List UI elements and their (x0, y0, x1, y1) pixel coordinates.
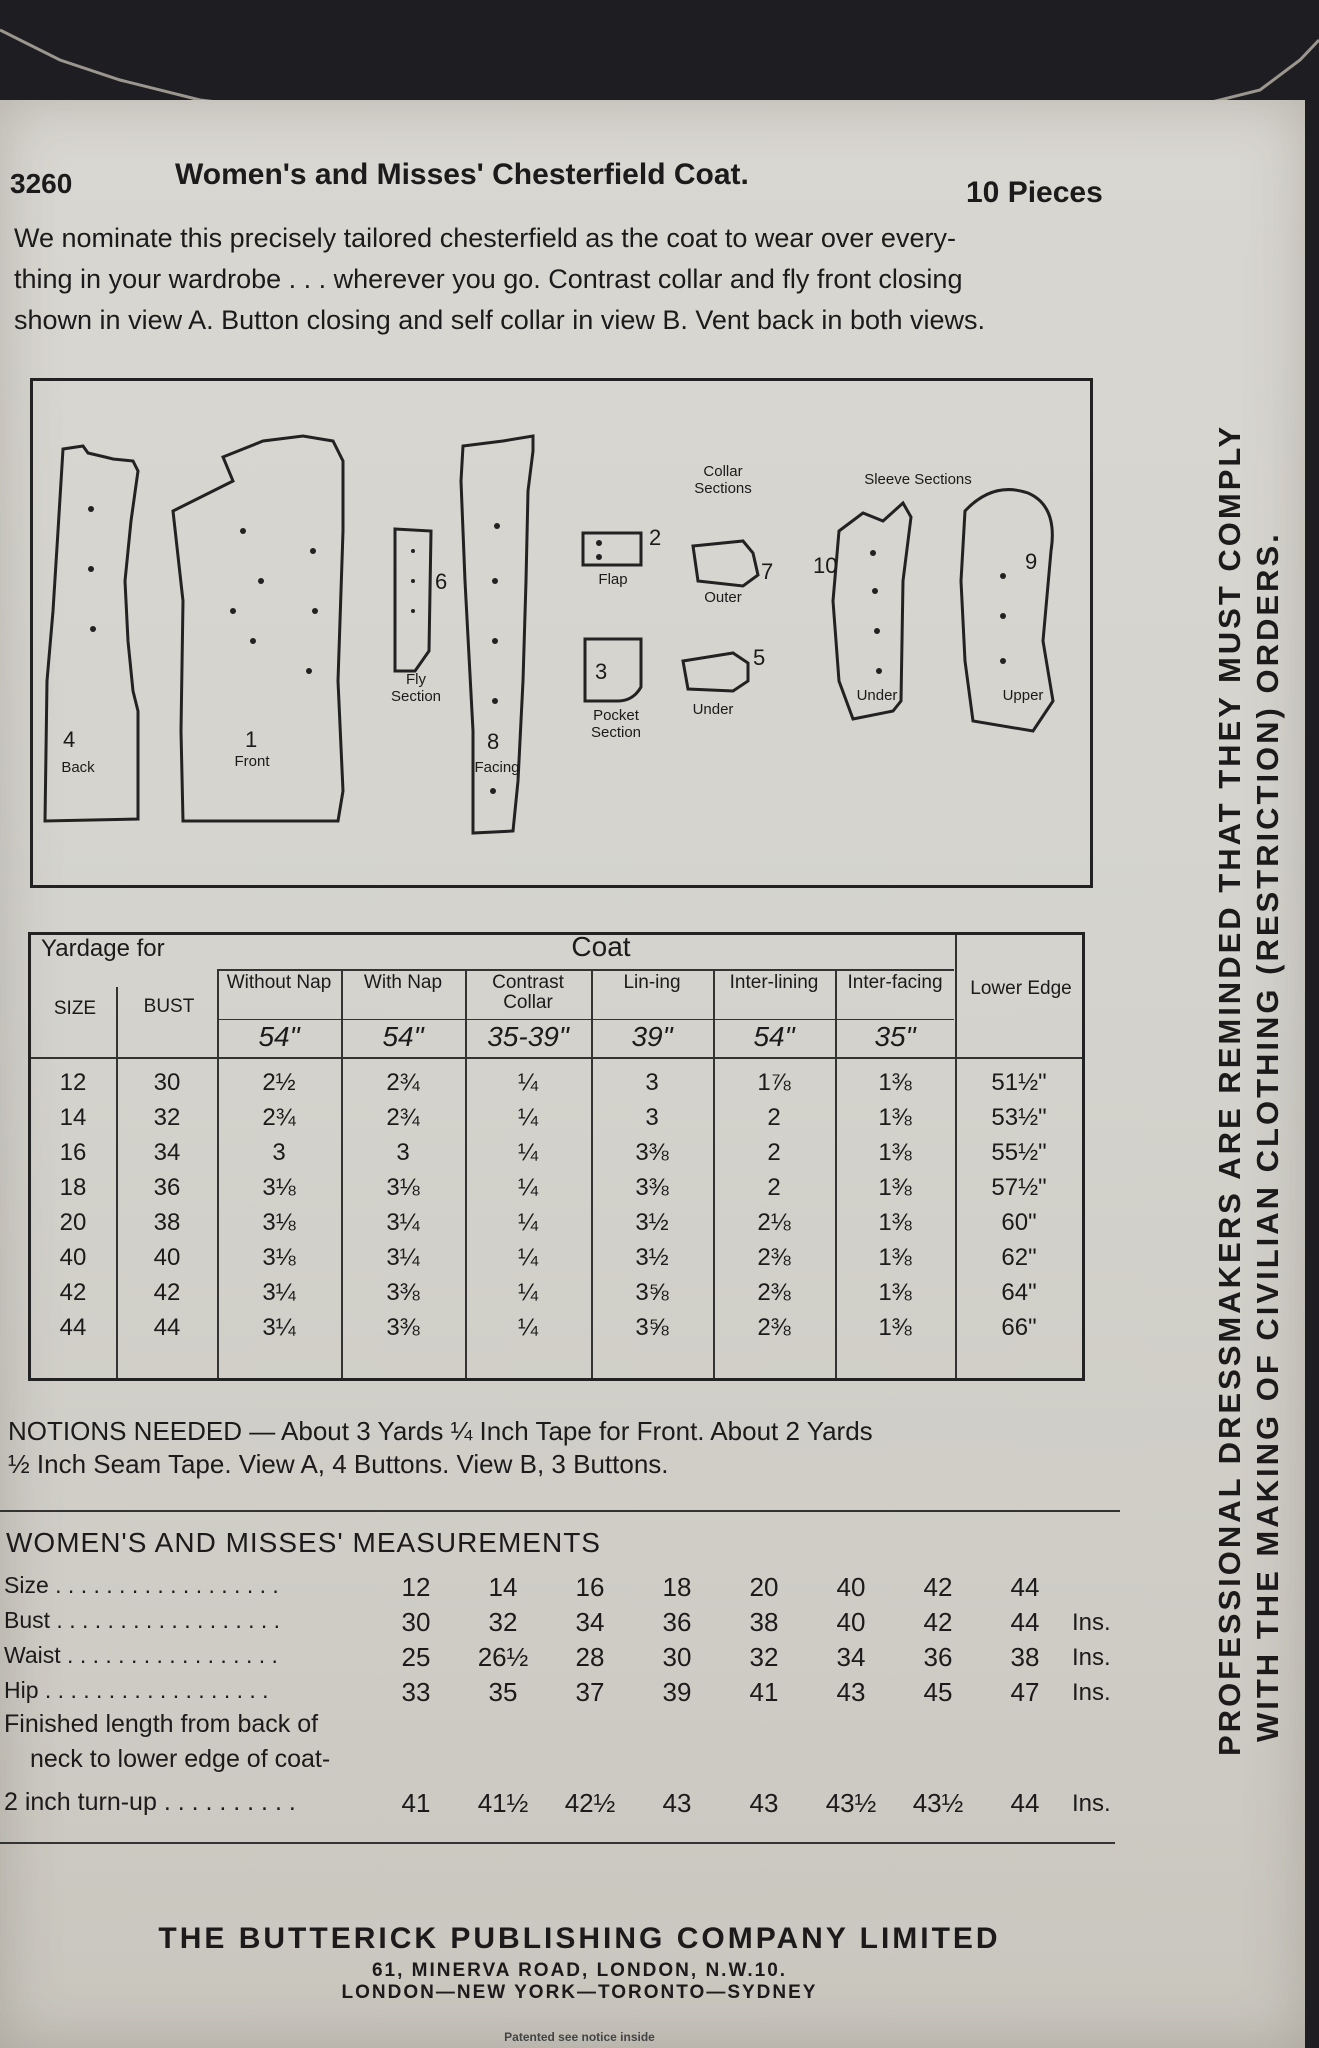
pocket-piece-label: Pocket Section (590, 707, 642, 741)
finished-length-value: 42½ (564, 1788, 616, 1818)
measurement-label: Waist . . . . . . . . . . . . . . . . . (4, 1642, 278, 1668)
yardage-cell: ¼ (517, 1314, 538, 1341)
measurement-unit: Ins. (1072, 1644, 1111, 1671)
publisher-name: THE BUTTERICK PUBLISHING COMPANY LIMITED (158, 1922, 1001, 1955)
measurement-label: Bust . . . . . . . . . . . . . . . . . . (4, 1607, 281, 1633)
contrast-collar-header: Contrast Collar (492, 972, 564, 1013)
finished-length-value: 43½ (912, 1788, 964, 1818)
yardage-table (28, 932, 1085, 1381)
upper-sleeve-label: Upper (1002, 687, 1044, 704)
contrast-collar-width: 35-39" (487, 1021, 569, 1052)
yardage-size-cell: 18 (59, 1174, 87, 1201)
measurement-value: 41 (749, 1677, 779, 1707)
lining-header: Lin-ing (623, 972, 681, 993)
intro-line: shown in view A. Button closing and self collar in view B. Vent back in both views. (14, 305, 986, 335)
front-piece-label: Front (234, 753, 270, 770)
yardage-cell: 1⅜ (878, 1314, 912, 1341)
yardage-cell: 1⅞ (757, 1069, 791, 1096)
yardage-cell: 2⅜ (757, 1314, 791, 1341)
measurement-value: 33 (401, 1677, 431, 1707)
yardage-cell: 38 (153, 1209, 181, 1236)
yardage-cell: 30 (153, 1069, 181, 1096)
measurements-title: WOMEN'S AND MISSES' MEASUREMENTS (6, 1527, 601, 1558)
yardage-cell: 36 (153, 1174, 181, 1201)
pocket-piece-outline (585, 639, 641, 701)
measurement-value: 37 (575, 1677, 605, 1707)
finished-length-value: 43 (749, 1788, 779, 1818)
measurement-value: 43 (836, 1677, 866, 1707)
measurement-value: 32 (749, 1642, 779, 1672)
measurement-value: 40 (836, 1572, 866, 1602)
yardage-cell: 3½ (635, 1209, 669, 1236)
yardage-cell: 60" (1001, 1209, 1037, 1236)
yardage-size-cell: 16 (59, 1139, 87, 1166)
bottom-note: Patented see notice inside (504, 2030, 655, 2044)
measurement-unit: Ins. (1072, 1609, 1111, 1636)
notions-line: NOTIONS NEEDED — About 3 Yards ¼ Inch Tape for Front. About 2 Yards (8, 1416, 873, 1446)
with-nap-header: With Nap (363, 972, 443, 993)
finished-length-label: 2 inch turn-up . . . . . . . . . . (4, 1788, 296, 1816)
flap-piece-number: 2 (649, 525, 662, 550)
yardage-size-cell: 40 (59, 1244, 87, 1271)
measurement-value: 45 (923, 1677, 953, 1707)
under-sleeve-number: 10 (813, 553, 838, 578)
yardage-cell: 3¼ (262, 1314, 296, 1341)
yardage-cell: 3⅜ (635, 1174, 669, 1201)
outer-collar-outline (693, 541, 758, 586)
size-column-header: SIZE (53, 998, 97, 1019)
yardage-cell: 66" (1001, 1314, 1037, 1341)
yardage-cell: 40 (153, 1244, 181, 1271)
under-collar-number: 5 (753, 645, 766, 670)
divider (0, 1842, 1115, 1844)
measurement-value: 39 (662, 1677, 692, 1707)
yardage-cell: 3⅛ (386, 1174, 420, 1201)
divider (0, 1510, 1120, 1512)
interfacing-header: Inter-facing (847, 972, 943, 993)
outer-collar-label: Outer (704, 589, 742, 606)
yardage-cell: 2 (767, 1104, 781, 1131)
coat-header: Coat (571, 931, 631, 962)
yardage-cell: 3⅛ (262, 1209, 296, 1236)
intro-description (14, 218, 1134, 341)
notions-line: ½ Inch Seam Tape. View A, 4 Buttons. View B, 3 Buttons. (8, 1449, 669, 1479)
intro-line: We nominate this precisely tailored chesterfield as the coat to wear over every- (14, 223, 956, 253)
yardage-cell: 32 (153, 1104, 181, 1131)
front-piece-number: 1 (245, 727, 258, 752)
yardage-cell: 2⅛ (757, 1209, 791, 1236)
yardage-cell: 3¼ (262, 1279, 296, 1306)
yardage-cell: 3⅝ (635, 1314, 669, 1341)
finished-length-value: 41 (401, 1788, 431, 1818)
yardage-cell: 1⅜ (878, 1279, 912, 1306)
side-notice-line2: WITH THE MAKING OF CIVILIAN CLOTHING (RESTRICTION) ORDERS. (1250, 531, 1285, 1742)
measurement-label: Hip . . . . . . . . . . . . . . . . . . (4, 1677, 269, 1703)
pattern-number: 3260 (10, 168, 73, 199)
measurement-value: 25 (401, 1642, 431, 1672)
back-piece-number: 4 (63, 727, 76, 752)
yardage-cell: 3¼ (386, 1209, 420, 1236)
yardage-cell: 3⅛ (262, 1244, 296, 1271)
yardage-cell: 1⅜ (878, 1174, 912, 1201)
measurement-value: 38 (749, 1607, 779, 1637)
yardage-cell: ¼ (517, 1104, 538, 1131)
interlining-width: 54" (753, 1021, 795, 1052)
intro-line: thing in your wardrobe . . . wherever you go. Contrast collar and fly front closing (14, 264, 963, 294)
yardage-cell: 3 (645, 1104, 659, 1131)
yardage-cell: 2¾ (386, 1104, 420, 1131)
measurement-value: 44 (1010, 1607, 1040, 1637)
fly-piece-number: 6 (435, 569, 448, 594)
yardage-size-cell: 20 (59, 1209, 87, 1236)
measurement-value: 26½ (477, 1642, 529, 1672)
yardage-cell: 3⅛ (262, 1174, 296, 1201)
facing-piece-number: 8 (487, 729, 500, 754)
yardage-cell: 34 (153, 1139, 181, 1166)
yardage-cell: 2¾ (386, 1069, 420, 1096)
measurement-value: 42 (923, 1572, 953, 1602)
yardage-cell: 1⅜ (878, 1139, 912, 1166)
publisher-address: 61, MINERVA ROAD, LONDON, N.W.10. (371, 1960, 788, 1981)
pocket-piece-number: 3 (595, 659, 608, 684)
finished-length-value: 44 (1010, 1788, 1040, 1818)
collar-sections-title: Collar Sections (694, 463, 752, 497)
measurement-value: 20 (749, 1572, 779, 1602)
measurement-value: 28 (575, 1642, 605, 1672)
pattern-pieces-diagram (30, 378, 1093, 888)
finished-length-value: 43½ (825, 1788, 877, 1818)
yardage-cell: 2⅜ (757, 1244, 791, 1271)
bust-column-header: BUST (143, 996, 195, 1017)
yardage-cell: 2½ (262, 1069, 296, 1096)
yardage-title: Yardage for (41, 935, 165, 962)
yardage-size-cell: 12 (59, 1069, 87, 1096)
yardage-cell: 3 (272, 1139, 286, 1166)
under-collar-label: Under (692, 701, 734, 718)
measurement-value: 16 (575, 1572, 605, 1602)
measurement-value: 32 (488, 1607, 518, 1637)
measurement-value: 34 (836, 1642, 866, 1672)
measurement-value: 30 (401, 1607, 431, 1637)
yardage-cell: 55½" (991, 1139, 1047, 1166)
yardage-cell: 3 (396, 1139, 410, 1166)
pattern-pieces-illustration (33, 381, 1090, 885)
yardage-cell: 57½" (991, 1174, 1047, 1201)
yardage-size-cell: 14 (59, 1104, 87, 1131)
yardage-cell: 1⅜ (878, 1244, 912, 1271)
yardage-cell: ¼ (517, 1139, 538, 1166)
measurement-value: 36 (662, 1607, 692, 1637)
sleeve-sections-title: Sleeve Sections (864, 471, 972, 488)
yardage-cell: 3¼ (386, 1244, 420, 1271)
yardage-cell: 53½" (991, 1104, 1047, 1131)
yardage-cell: 2 (767, 1139, 781, 1166)
yardage-cell: 1⅜ (878, 1104, 912, 1131)
yardage-size-cell: 44 (59, 1314, 87, 1341)
yardage-cell: 3⅝ (635, 1279, 669, 1306)
pieces-count: 10 Pieces (966, 176, 1103, 209)
under-sleeve-label: Under (856, 687, 898, 704)
upper-sleeve-number: 9 (1025, 549, 1038, 574)
yardage-cell: ¼ (517, 1174, 538, 1201)
yardage-cell: ¼ (517, 1279, 538, 1306)
yardage-cell: ¼ (517, 1209, 538, 1236)
finished-length-value: 41½ (477, 1788, 529, 1818)
fly-piece-label: Fly Section (390, 671, 442, 705)
yardage-cell: ¼ (517, 1244, 538, 1271)
measurement-value: 44 (1010, 1572, 1040, 1602)
outer-collar-number: 7 (761, 559, 774, 584)
publisher-cities: LONDON—NEW YORK—TORONTO—SYDNEY (341, 1982, 818, 2003)
measurement-value: 35 (488, 1677, 518, 1707)
interlining-header: Inter-lining (729, 972, 819, 993)
measurement-value: 18 (662, 1572, 692, 1602)
yardage-cell: 2 (767, 1174, 781, 1201)
flap-piece-label: Flap (598, 571, 628, 588)
measurement-value: 40 (836, 1607, 866, 1637)
yardage-cell: 1⅜ (878, 1209, 912, 1236)
yardage-cell: 3⅜ (635, 1139, 669, 1166)
measurement-value: 14 (488, 1572, 518, 1602)
measurement-value: 38 (1010, 1642, 1040, 1672)
yardage-cell: 1⅜ (878, 1069, 912, 1096)
measurement-value: 12 (401, 1572, 431, 1602)
finished-length-label: neck to lower edge of coat- (30, 1745, 331, 1773)
yardage-cell: 3½ (635, 1244, 669, 1271)
yardage-cell: 2⅜ (757, 1279, 791, 1306)
under-collar-outline (683, 653, 748, 691)
yardage-size-cell: 42 (59, 1279, 87, 1306)
yardage-cell: 64" (1001, 1279, 1037, 1306)
yardage-cell: 3⅜ (386, 1279, 420, 1306)
interfacing-width: 35" (874, 1021, 916, 1052)
measurement-value: 36 (923, 1642, 953, 1672)
without-nap-header: Without Nap (226, 972, 332, 993)
finished-length-label: Finished length from back of (4, 1710, 319, 1738)
yardage-cell: 42 (153, 1279, 181, 1306)
notions-needed (8, 1415, 1128, 1481)
yardage-cell: ¼ (517, 1069, 538, 1096)
yardage-cell: 2¾ (262, 1104, 296, 1131)
yardage-cell: 3⅜ (386, 1314, 420, 1341)
facing-piece-label: Facing (474, 759, 520, 776)
pattern-title: Women's and Misses' Chesterfield Coat. (175, 158, 749, 191)
back-piece-label: Back (61, 759, 95, 776)
with-nap-width: 54" (382, 1021, 424, 1052)
measurement-value: 30 (662, 1642, 692, 1672)
measurement-label: Size . . . . . . . . . . . . . . . . . . (4, 1572, 279, 1598)
finished-length-value: 43 (662, 1788, 692, 1818)
measurement-value: 42 (923, 1607, 953, 1637)
measurement-unit: Ins. (1072, 1679, 1111, 1706)
lower-edge-header: Lower Edge (970, 978, 1072, 999)
measurement-value: 47 (1010, 1677, 1040, 1707)
yardage-cell: 62" (1001, 1244, 1037, 1271)
yardage-cell: 3 (645, 1069, 659, 1096)
measurement-value: 34 (575, 1607, 605, 1637)
side-notice-line1: PROFESSIONAL DRESSMAKERS ARE REMINDED THAT THEY MUST COMPLY (1212, 423, 1247, 1756)
yardage-cell: 44 (153, 1314, 181, 1341)
yardage-cell: 51½" (991, 1069, 1047, 1096)
lining-width: 39" (631, 1021, 673, 1052)
finished-length-unit: Ins. (1072, 1790, 1111, 1817)
flap-piece-outline (583, 533, 641, 565)
without-nap-width: 54" (258, 1021, 300, 1052)
